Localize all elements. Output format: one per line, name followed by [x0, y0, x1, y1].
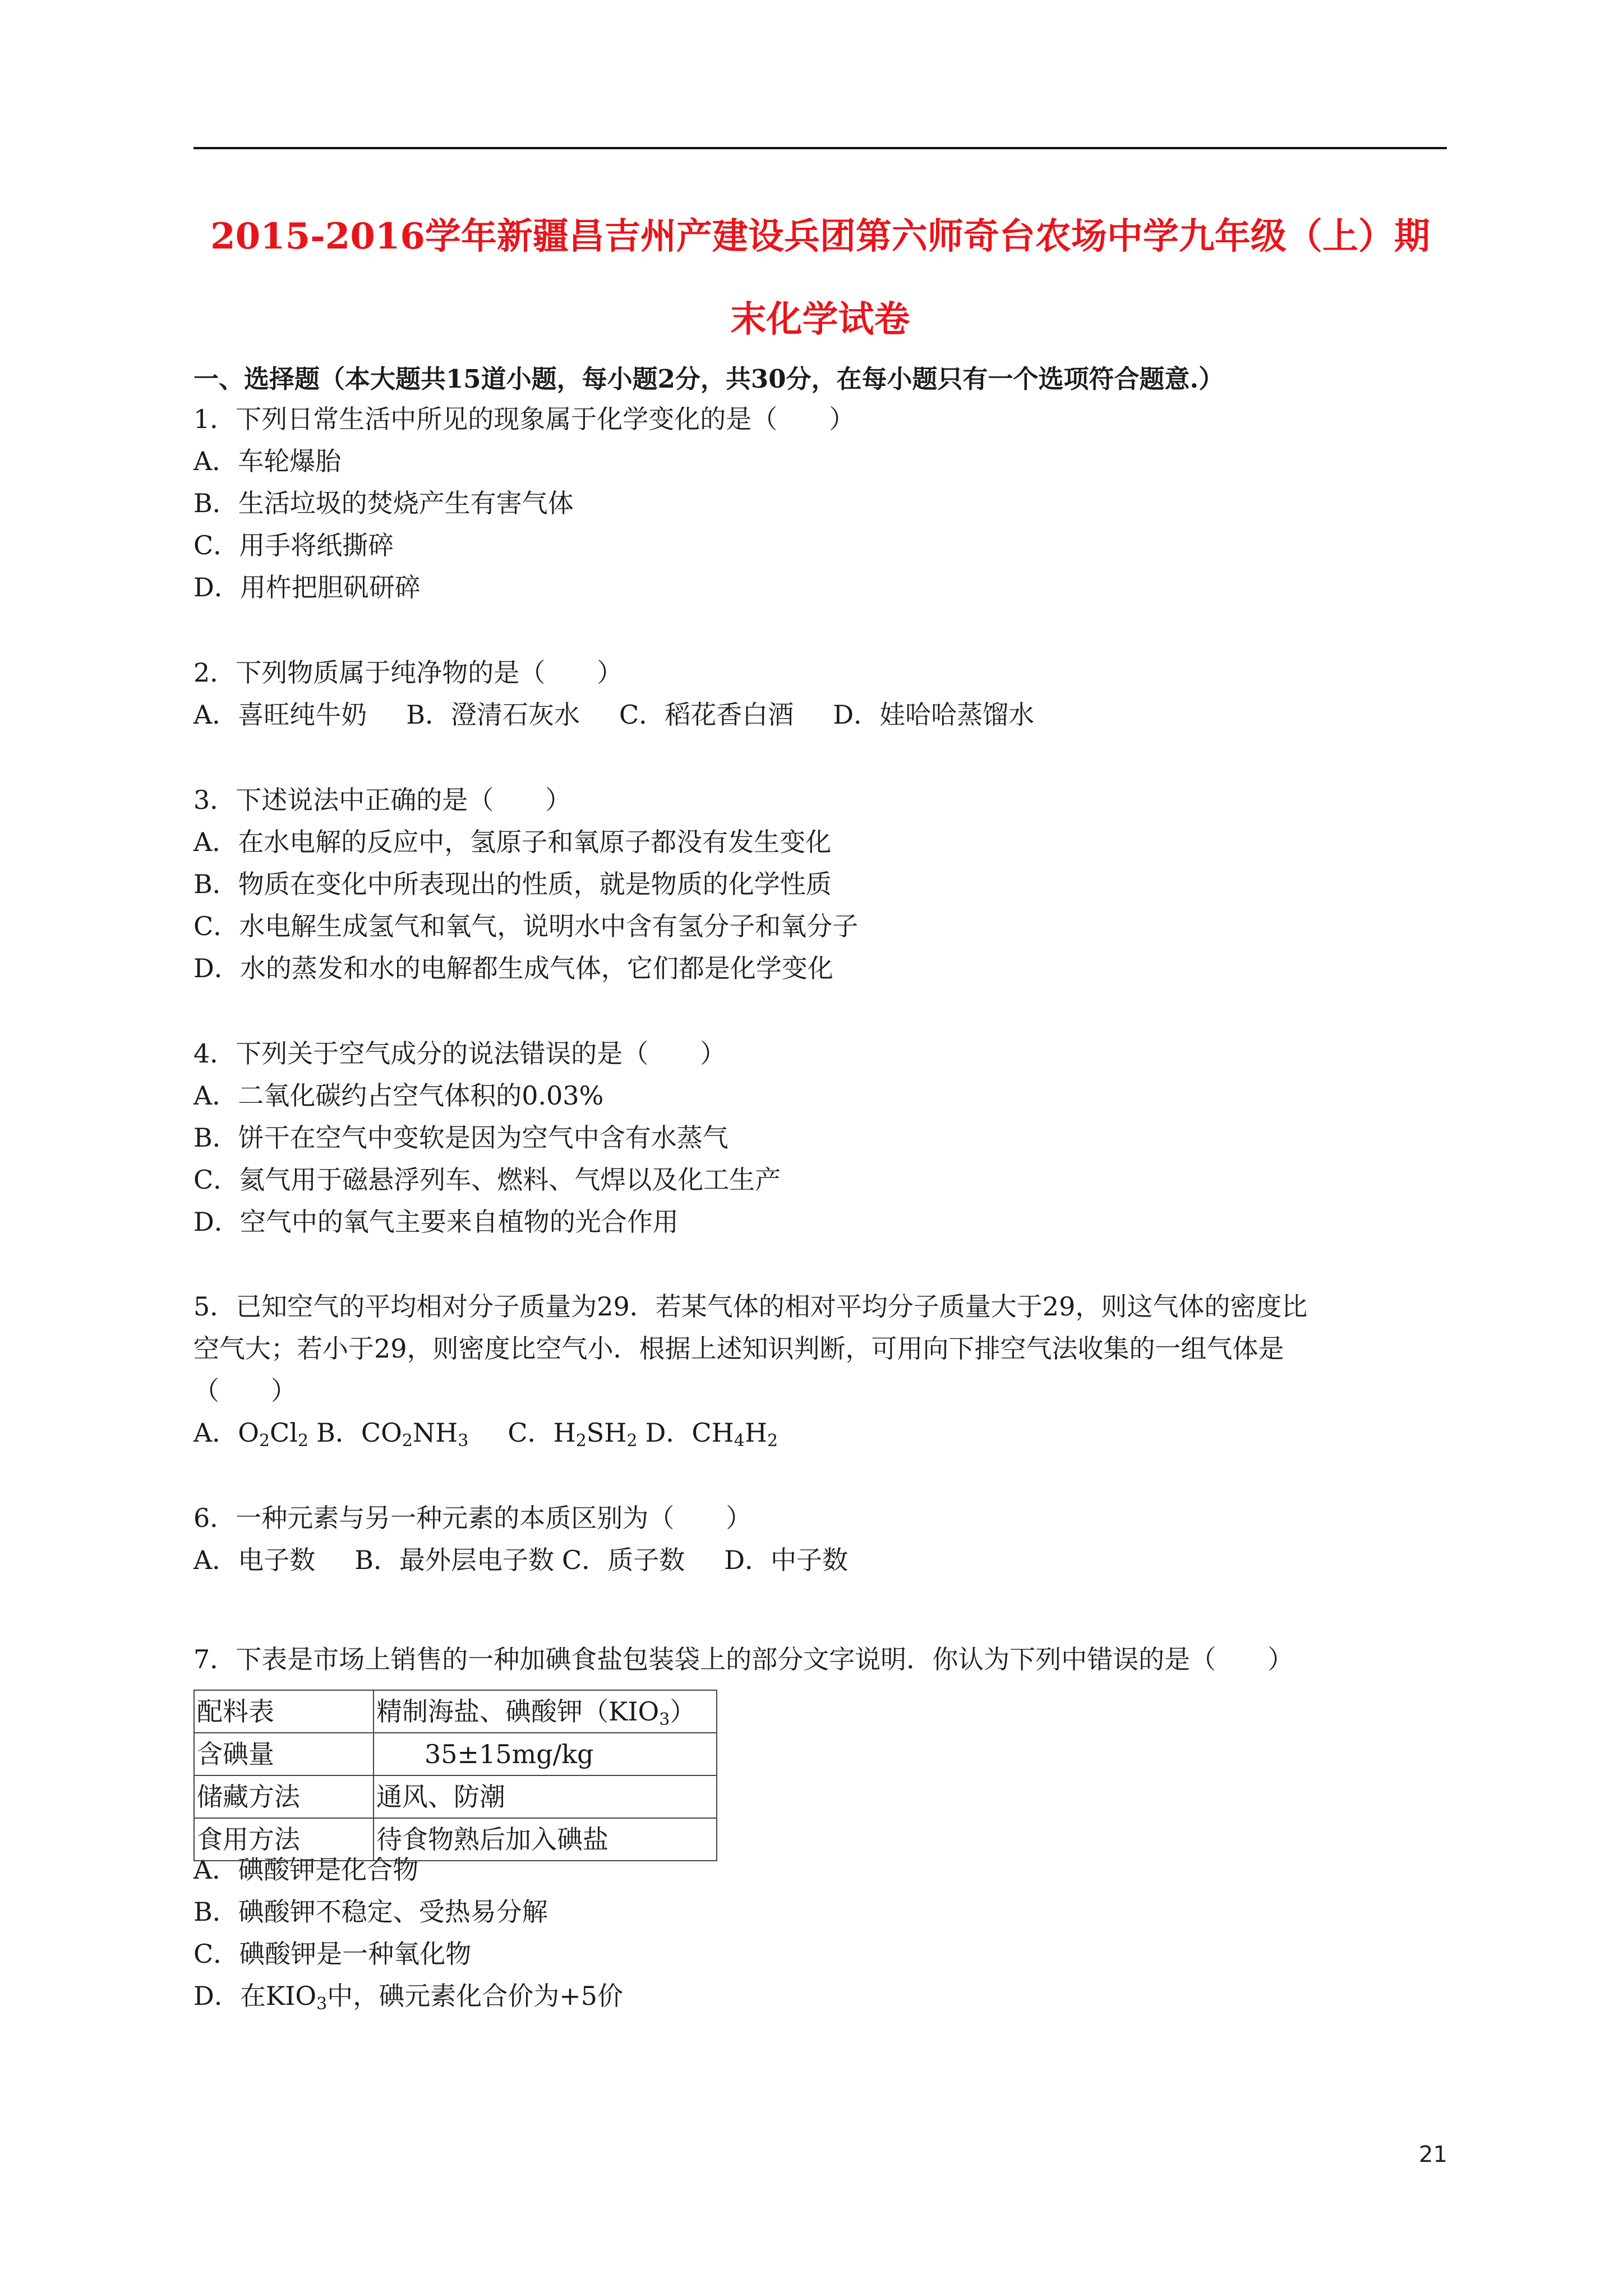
question-5-option-a-sub2: 2: [297, 1431, 309, 1451]
question-6-stem: 6．一种元素与另一种元素的本质区别为（ ）: [193, 1503, 752, 1533]
question-5-stem-line3: （ ）: [193, 1375, 297, 1406]
question-6-option-d: D．中子数: [724, 1545, 849, 1575]
question-5-option-d-sub2: 2: [767, 1431, 778, 1451]
question-5-option-d-sub1: 4: [734, 1431, 745, 1451]
question-2-option-c: C．稻花香白酒: [619, 700, 794, 730]
question-4-option-b: B．饼干在空气中变软是因为空气中含有水蒸气: [193, 1122, 728, 1153]
question-5-option-a-formula1: O: [238, 1418, 259, 1448]
section-heading: 一、选择题（本大题共15道小题，每小题2分，共30分，在每小题只有一个选项符合题意.）: [193, 364, 1224, 394]
question-6-option-b: B．最外层电子数: [354, 1545, 555, 1575]
question-3-option-a: A．在水电解的反应中，氢原子和氧原子都没有发生变化: [193, 827, 832, 857]
question-5-option-a-sub1: 2: [259, 1431, 270, 1451]
question-2-option-b: B．澄清石灰水: [406, 700, 580, 730]
question-1-option-b: B．生活垃圾的焚烧产生有害气体: [193, 488, 574, 518]
question-5-option-b-sub1: 2: [402, 1431, 413, 1451]
page-number: 21: [1419, 2142, 1447, 2168]
question-5-option-c-formula1: H: [553, 1418, 576, 1448]
question-5-option-c-formula2: SH: [586, 1418, 627, 1448]
table-key: 储藏方法: [194, 1775, 374, 1818]
question-5-option-c-label: C．: [508, 1418, 554, 1448]
question-4-option-c: C．氦气用于磁悬浮列车、燃料、气焊以及化工生产: [193, 1165, 781, 1195]
question-3-option-b: B．物质在变化中所表现出的性质，就是物质的化学性质: [193, 869, 832, 899]
question-4-option-a: A．二氧化碳约占空气体积的0.03%: [193, 1080, 604, 1111]
question-3-stem: 3．下述说法中正确的是（ ）: [193, 785, 571, 815]
exam-title-line1: 2015-2016学年新疆昌吉州产建设兵团第六师奇台农场中学九年级（上）期: [210, 215, 1430, 257]
question-5-option-d-formula2: H: [744, 1418, 767, 1448]
question-7-option-d-sub: 3: [316, 1994, 328, 2014]
question-1-option-a: A．车轮爆胎: [193, 446, 342, 476]
exam-title-line2: 末化学试卷: [730, 298, 910, 341]
table-value: 35±15mg/kg: [374, 1733, 717, 1775]
table-row: [194, 1775, 717, 1818]
question-5-stem-line1: 5．已知空气的平均相对分子质量为29．若某气体的相对平均分子质量大于29，则这气体的密度比: [193, 1291, 1308, 1322]
question-5-option-d-formula1: CH: [691, 1418, 734, 1448]
header-rule: [193, 147, 1447, 149]
question-6-options: [193, 1544, 848, 1576]
question-5-option-b-formula1: CO: [361, 1418, 402, 1448]
question-2-stem: 2．下列物质属于纯净物的是（ ）: [193, 657, 623, 688]
table-key: 配料表: [194, 1690, 374, 1733]
question-5-stem-line2: 空气大；若小于29，则密度比空气小．根据上述知识判断，可用向下排空气法收集的一组气体是: [193, 1333, 1284, 1364]
question-7-stem: 7．下表是市场上销售的一种加碘食盐包装袋上的部分文字说明．你认为下列中错误的是（ ）: [193, 1644, 1294, 1674]
table-value: 通风、防潮: [374, 1775, 717, 1818]
table-value: 待食物熟后加入碘盐: [374, 1818, 717, 1861]
question-4-stem: 4．下列关于空气成分的说法错误的是（ ）: [193, 1038, 726, 1069]
question-7-option-a: A．碘酸钾是化合物: [193, 1855, 419, 1885]
question-5-option-c-sub2: 2: [626, 1431, 638, 1451]
table-value: [374, 1690, 717, 1733]
question-7-option-d-pre: D．在KIO: [193, 1981, 317, 2011]
question-7-option-b: B．碘酸钾不稳定、受热易分解: [193, 1897, 548, 1927]
table-key: 食用方法: [194, 1818, 374, 1861]
question-4-option-d: D．空气中的氧气主要来自植物的光合作用: [193, 1207, 679, 1237]
table-value-tail: ）: [670, 1696, 696, 1727]
table-key: 含碘量: [194, 1733, 374, 1775]
table-row: [194, 1818, 717, 1861]
table-row: [194, 1733, 717, 1775]
question-5-option-b-sub2: 3: [458, 1431, 469, 1451]
question-7-option-c: C．碘酸钾是一种氧化物: [193, 1939, 472, 1969]
table-value-sub: 3: [659, 1710, 670, 1729]
question-5-option-a-formula2: Cl: [270, 1418, 298, 1448]
table-value-text: 精制海盐、碘酸钾（KIO: [376, 1696, 660, 1727]
question-5-option-b-label: B．: [316, 1418, 361, 1448]
question-5-options: [193, 1417, 778, 1451]
question-5-option-b-formula2: NH: [412, 1418, 458, 1448]
question-1-option-c: C．用手将纸撕碎: [193, 530, 394, 560]
question-1-stem: 1．下列日常生活中所见的现象属于化学变化的是（ ）: [193, 404, 855, 434]
table-row: [194, 1690, 717, 1733]
question-5-option-d-label: D．: [645, 1418, 692, 1448]
question-3-option-d: D．水的蒸发和水的电解都生成气体，它们都是化学变化: [193, 953, 833, 983]
question-2-option-d: D．娃哈哈蒸馏水: [833, 700, 1035, 730]
question-7-option-d-post: 中，碘元素化合价为+5价: [327, 1981, 624, 2011]
salt-label-table: [193, 1690, 717, 1861]
question-7-option-d: [193, 1980, 623, 2012]
question-6-option-c: C．质子数: [562, 1545, 685, 1575]
question-5-option-c-sub1: 2: [575, 1431, 587, 1451]
question-2-options: [193, 699, 1034, 730]
question-2-option-a: A．喜旺纯牛奶: [193, 700, 367, 730]
question-6-option-a: A．电子数: [193, 1545, 316, 1575]
question-3-option-c: C．水电解生成氢气和氧气，说明水中含有氢分子和氧分子: [193, 911, 859, 941]
question-1-option-d: D．用杵把胆矾研碎: [193, 572, 421, 602]
question-5-option-a-label: A．: [193, 1418, 238, 1448]
